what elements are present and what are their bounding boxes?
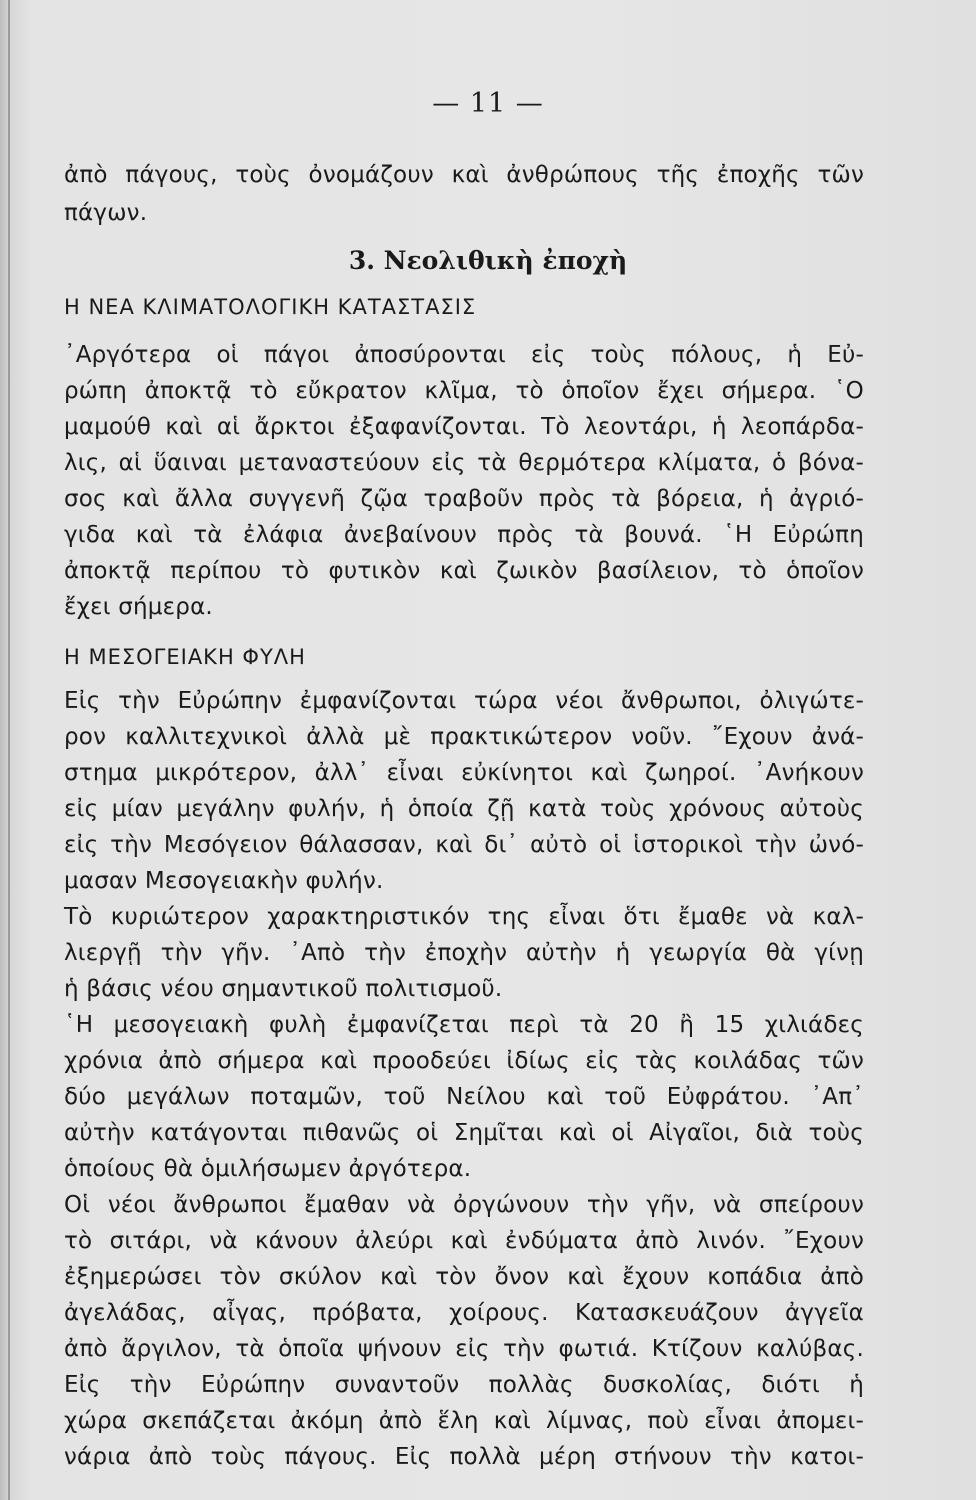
text-line: χώρα σκεπάζεται ἀκόμη ἀπὸ ἕλη καὶ λίμνας, ποὺ εἶναι ἀπομει- [64, 1408, 864, 1434]
text-line: ἡ βάσις νέου σημαντικοῦ πολιτισμοῦ. [64, 976, 503, 1002]
text-line: ἀπὸ πάγους, τοὺς ὀνομάζουν καὶ ἀνθρώπους τῆς ἐποχῆς τῶν [64, 162, 864, 188]
section-heading: Η ΝΕΑ ΚΛΙΜΑΤΟΛΟΓΙΚΗ ΚΑΤΑΣΤΑΣΙΣ [64, 295, 477, 319]
text-line: ῾Η μεσογειακὴ φυλὴ ἐμφανίζεται περὶ τὰ 20 ἢ 15 χιλιάδες [64, 1012, 864, 1038]
text-line: εἰς μίαν μεγάλην φυλήν, ἡ ὁποία ζῇ κατὰ τοὺς χρόνους αὐτοὺς [64, 796, 864, 822]
text-line: ᾿Αργότερα οἱ πάγοι ἀποσύρονται εἰς τοὺς πόλους, ἡ Εὐ- [64, 342, 864, 368]
text-line: ὁποίους θὰ ὁμιλήσωμεν ἀργότερα. [64, 1156, 472, 1182]
section-heading: Η ΜΕΣΟΓΕΙΑΚΗ ΦΥΛΗ [64, 645, 306, 669]
chapter-title: 3. Νεολιθικὴ ἐποχὴ [348, 246, 628, 275]
text-line: μαμούθ καὶ αἱ ἄρκτοι ἐξαφανίζονται. Τὸ λεοντάρι, ἡ λεοπάρδα- [64, 414, 864, 440]
text-line: δύο μεγάλων ποταμῶν, τοῦ Νείλου καὶ τοῦ Εὐφράτου. ᾿Απ᾿ [64, 1084, 864, 1110]
text-line: ἐξημερώσει τὸν σκύλον καὶ τὸν ὄνον καὶ ἔχουν κοπάδια ἀπὸ [64, 1264, 864, 1290]
text-line: Εἰς τὴν Εὐρώπην συναντοῦν πολλὰς δυσκολίας, διότι ἡ [64, 1372, 864, 1398]
text-line: εἰς τὴν Μεσόγειον θάλασσαν, καὶ δι᾿ αὐτὸ οἱ ἱστορικοὶ τὴν ὠνό- [64, 832, 864, 858]
text-line: Οἱ νέοι ἄνθρωποι ἔμαθαν νὰ ὀργώνουν τὴν γῆν, νὰ σπείρουν [64, 1192, 864, 1218]
text-line: στημα μικρότερον, ἀλλ᾿ εἶναι εὐκίνητοι καὶ ζωηροί. ᾿Ανήκουν [64, 760, 864, 786]
text-line: ἔχει σήμερα. [64, 594, 213, 620]
page-edge-shadow [8, 0, 10, 1500]
text-line: Εἰς τὴν Εὐρώπην ἐμφανίζονται τώρα νέοι ἄνθρωποι, ὀλιγώτε- [64, 688, 864, 714]
text-line: αὐτὴν κατάγονται πιθανῶς οἱ Σημῖται καὶ οἱ Αἰγαῖοι, διὰ τοὺς [64, 1120, 864, 1146]
text-line: ἀπὸ ἄργιλον, τὰ ὁποῖα ψήνουν εἰς τὴν φωτιά. Κτίζουν καλύβας. [64, 1336, 864, 1362]
text-line: Τὸ κυριώτερον χαρακτηριστικόν της εἶναι ὅτι ἔμαθε νὰ καλ- [64, 904, 864, 930]
text-line: ρον καλλιτεχνικοὶ ἀλλὰ μὲ πρακτικώτερον νοῦν. ῎Εχουν ἀνά- [64, 724, 864, 750]
page-number: — 11 — [432, 88, 544, 119]
text-line: χρόνια ἀπὸ σήμερα καὶ προοδεύει ἰδίως εἰς τὰς κοιλάδας τῶν [64, 1048, 864, 1074]
text-line: ρώπη ἀποκτᾷ τὸ εὔκρατον κλῖμα, τὸ ὁποῖον ἔχει σήμερα. ῾Ο [64, 378, 864, 404]
text-line: σος καὶ ἄλλα συγγενῆ ζῷα τραβοῦν πρὸς τὰ βόρεια, ἡ ἀγριό- [64, 486, 864, 512]
text-line: τὸ σιτάρι, νὰ κάνουν ἀλεύρι καὶ ἐνδύματα ἀπὸ λινόν. ῎Εχουν [64, 1228, 864, 1254]
text-line: λις, αἱ ὕαιναι μεταναστεύουν εἰς τὰ θερμότερα κλίματα, ὁ βόνα- [64, 450, 864, 476]
text-line: νάρια ἀπὸ τοὺς πάγους. Εἰς πολλὰ μέρη στήνουν τὴν κατοι- [64, 1444, 864, 1470]
text-line: ἀγελάδας, αἶγας, πρόβατα, χοίρους. Κατασκευάζουν ἀγγεῖα [64, 1300, 864, 1326]
text-line: ἀποκτᾷ περίπου τὸ φυτικὸν καὶ ζωικὸν βασίλειον, τὸ ὁποῖον [64, 558, 864, 584]
text-line: γιδα καὶ τὰ ἐλάφια ἀνεβαίνουν πρὸς τὰ βουνά. ῾Η Εὐρώπη [64, 522, 864, 548]
text-line: μασαν Μεσογειακὴν φυλήν. [64, 868, 384, 894]
text-line: πάγων. [64, 200, 148, 226]
text-line: λιεργῇ τὴν γῆν. ᾿Απὸ τὴν ἐποχὴν αὐτὴν ἡ γεωργία θὰ γίνῃ [64, 940, 864, 966]
